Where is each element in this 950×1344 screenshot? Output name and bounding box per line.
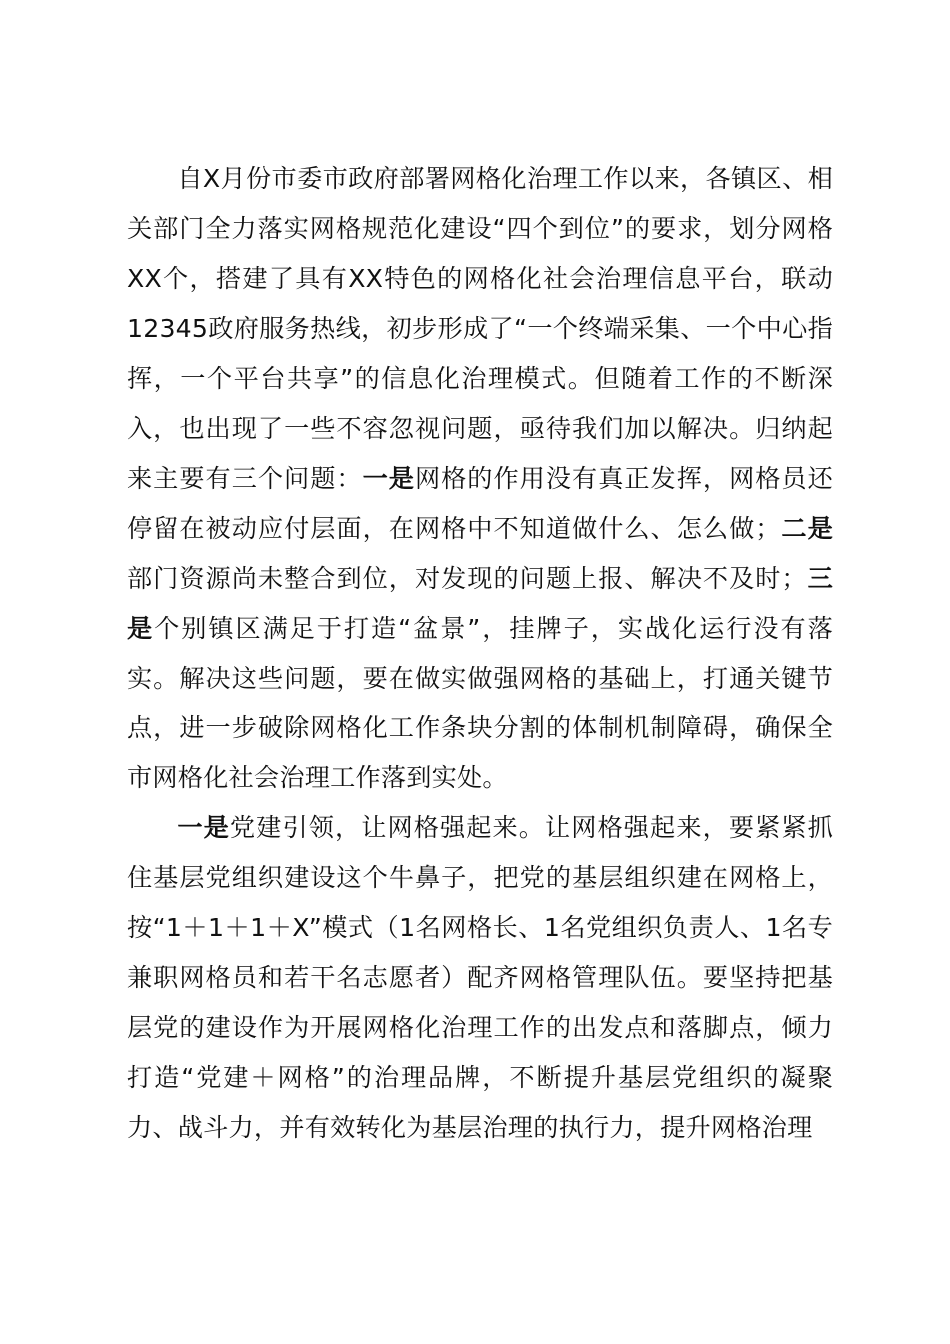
point-one-marker: 一是 — [362, 463, 415, 493]
paragraph-1-text-b: 网格的作用没有真正发挥，网格员还停留在被动应付层面，在网格中不知道做什么、怎么做； — [127, 463, 833, 543]
paragraph-1-text-d: 个别镇区满足于打造“盆景”，挂牌子，实战化运行没有落实。解决这些问题，要在做实做强网格的基础上，打通关键节点，进一步破除网格化工作条块分割的体制机制障碍，确保全市网格化社会治理工作落到实处。 — [127, 613, 833, 793]
section-one-marker: 一是 — [177, 813, 230, 843]
paragraph-2-text: 党建引领，让网格强起来。让网格强起来，要紧紧抓住基层党组织建设这个牛鼻子，把党的基层组织建在网格上，按“1＋1＋1＋X”模式（1名网格长、1名党组织负责人、1名专兼职网格员和若干名志愿者）配齐网格管理队伍。要坚持把基层党的建设作为开展网格化治理工作的出发点和落脚点，倾力打造“党建＋网格”的治理品牌，不断提升基层党组织的凝聚力、战斗力，并有效转化为基层治理的执行力，提升网格治理 — [127, 813, 833, 1143]
point-three-marker: 三是 — [127, 563, 834, 643]
paragraph-background — [127, 154, 833, 803]
paragraph-party-building — [127, 803, 833, 1153]
point-two-marker: 二是 — [780, 513, 833, 543]
paragraph-1-text-c: 部门资源尚未整合到位，对发现的问题上报、解决不及时； — [127, 563, 807, 593]
paragraph-1-text-a: 自X月份市委市政府部署网格化治理工作以来，各镇区、相关部门全力落实网格规范化建设“四个到位”的要求，划分网格XX个，搭建了具有XX特色的网格化社会治理信息平台，联动12345政府服务热线，初步形成了“一个终端采集、一个中心指挥，一个平台共享”的信息化治理模式。但随着工作的不断深入，也出现了一些不容忽视问题，亟待我们加以解决。归纳起来主要有三个问题： — [127, 164, 833, 493]
document-body — [127, 154, 833, 1153]
